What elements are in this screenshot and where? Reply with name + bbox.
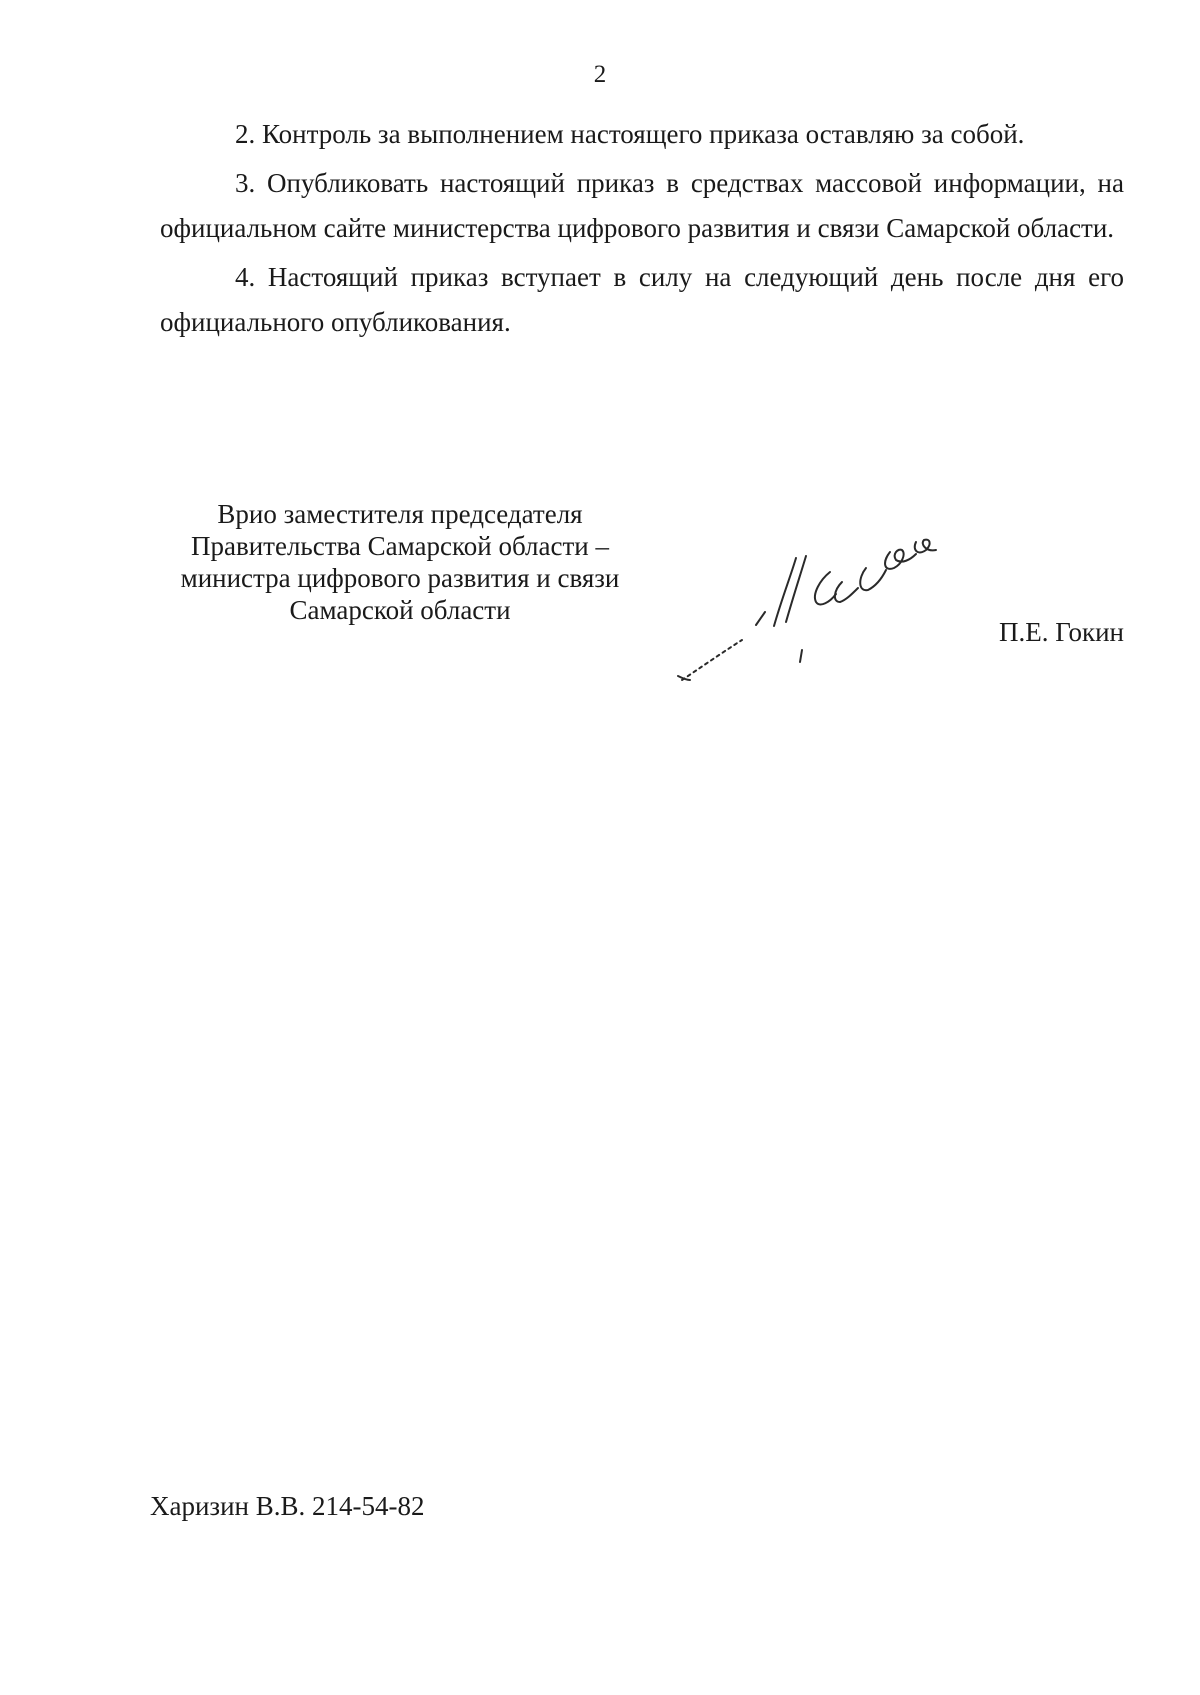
- position-line: министра цифрового развития и связи: [180, 563, 620, 593]
- signatory-position: [160, 498, 640, 626]
- order-body: [160, 112, 1124, 345]
- executor-contact: Харизин В.В. 214-54-82: [150, 1491, 425, 1521]
- position-line: Правительства Самарской области –: [191, 531, 609, 561]
- paragraph-effective-date: 4. Настоящий приказ вступает в силу на следующий день после дня его официального опубликования.: [160, 262, 1124, 337]
- paragraph-publish: 3. Опубликовать настоящий приказ в средствах массовой информации, на официальном сайте министерства цифрового развития и связи Самарской области.: [160, 168, 1124, 243]
- paragraph-control: 2. Контроль за выполнением настоящего приказа оставляю за собой.: [235, 119, 1025, 149]
- position-line: Врио заместителя председателя: [217, 499, 583, 529]
- page-number: 2: [593, 61, 607, 88]
- signer-name: П.Е. Гокин: [999, 617, 1124, 647]
- position-line: Самарской области: [289, 595, 511, 625]
- handwritten-signature-icon: [670, 530, 990, 690]
